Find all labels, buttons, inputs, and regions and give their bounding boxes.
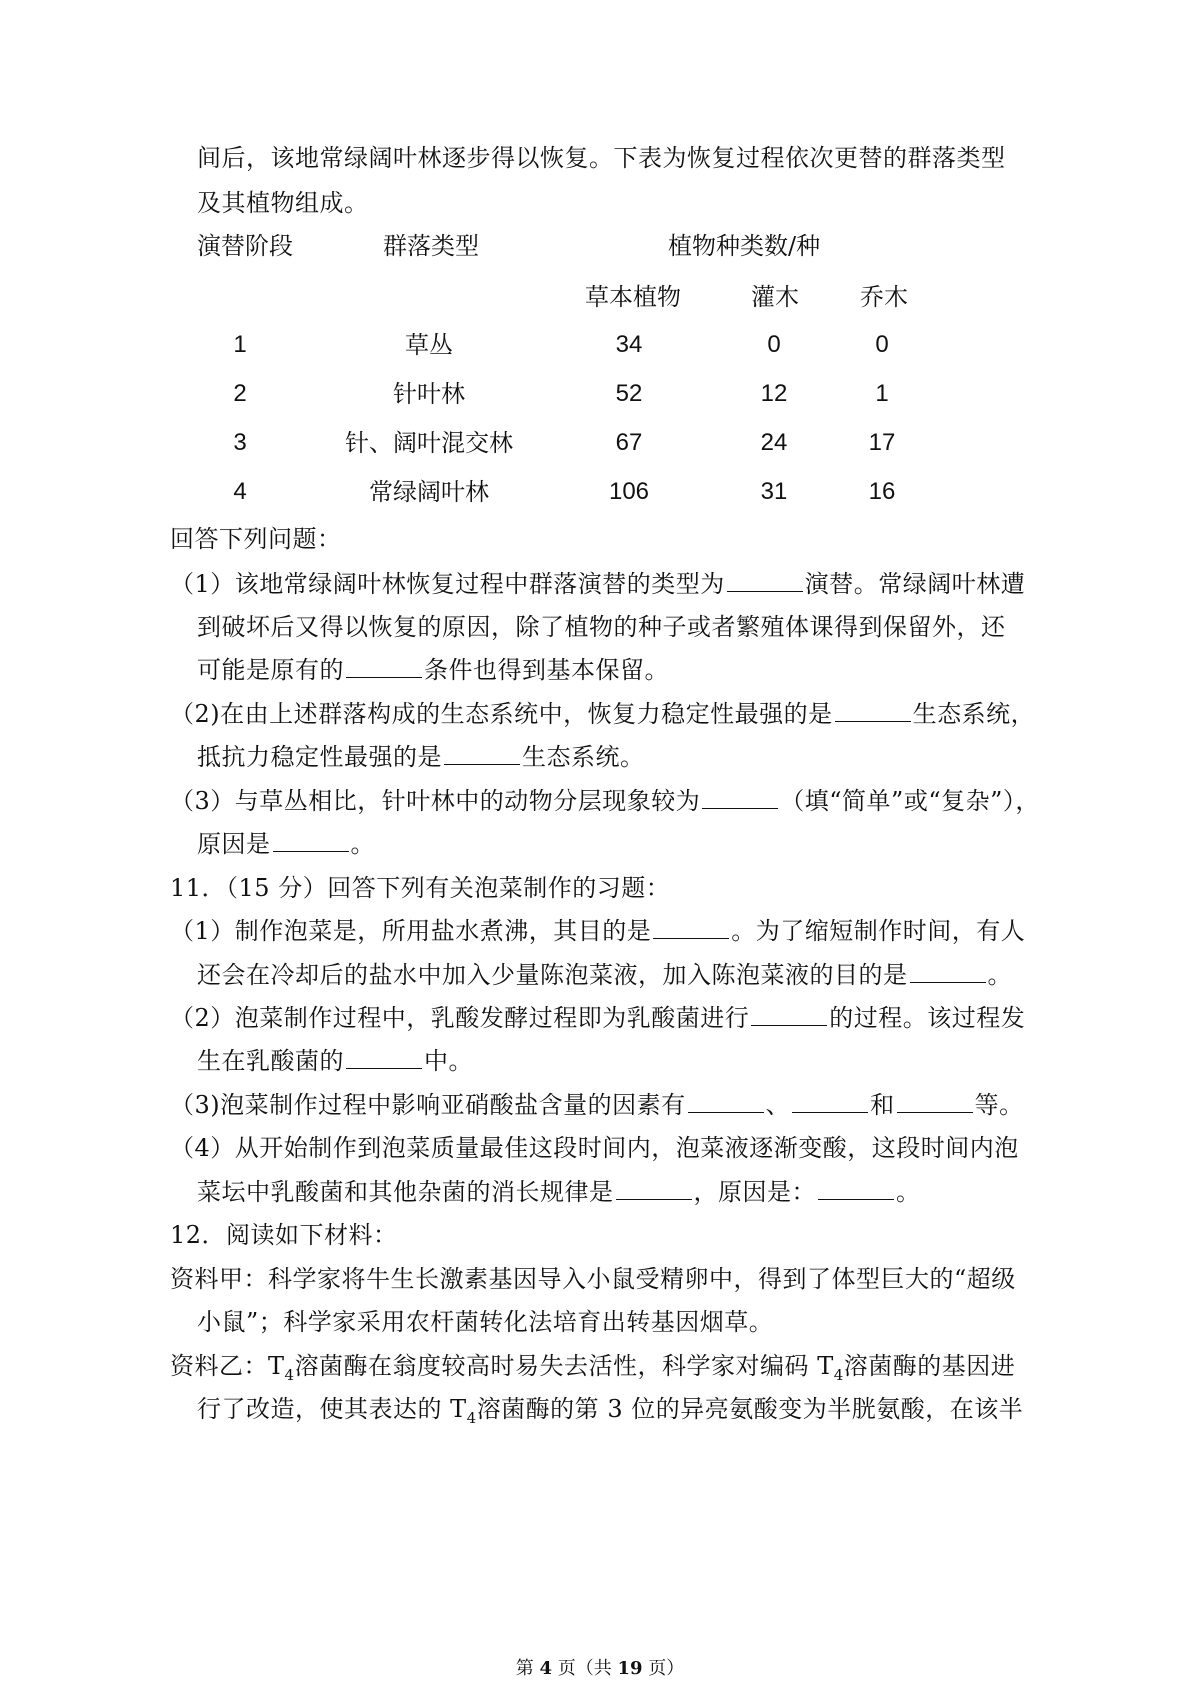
- cell-tree: 16: [868, 478, 896, 505]
- header-shrub: 灌木: [751, 283, 799, 311]
- q11-part1-line2: 还会在冷却后的盐水中加入少量陈泡菜液，加入陈泡菜液的目的是 。: [197, 961, 1012, 989]
- q11-part2-line2: 生在乳酸菌的 中。: [197, 1047, 473, 1075]
- header-species: 植物种类数/种: [668, 232, 821, 260]
- page-footer: 第 4 页（共 19 页）: [515, 1658, 685, 1679]
- q12-material-b-line2: 行了改造，使其表达的 $T_4$溶菌酶的第 3 位的异亮氨酸变为半胱氨酸，在该半: [197, 1395, 1024, 1427]
- q10-part1-line3: 可能是原有的 条件也得到基本保留。: [197, 656, 669, 684]
- answer-blank[interactable]: [688, 1090, 764, 1113]
- answer-blank[interactable]: [897, 1090, 973, 1113]
- answer-blank[interactable]: [818, 1177, 894, 1200]
- answer-blank[interactable]: [727, 569, 803, 592]
- q11-part4-line2: 菜坛中乳酸菌和其他杂菌的消长规律是 ，原因是： 。: [197, 1178, 921, 1206]
- header-stage: 演替阶段: [197, 232, 293, 260]
- q10-part2-line1: （2)在由上述群落构成的生态系统中，恢复力稳定性最强的是 生态系统，: [170, 700, 1036, 728]
- cell-community: 草丛: [405, 331, 453, 359]
- q12-material-b-line1: 资料乙：$T_4$溶菌酶在翁度较高时易失去活性，科学家对编码 $T_4$溶菌酶的基因进: [170, 1352, 1016, 1384]
- intro-line-2: 及其植物组成。: [197, 189, 369, 217]
- cell-stage: 4: [233, 478, 247, 505]
- cell-shrub: 31: [760, 478, 788, 505]
- cell-shrub: 0: [767, 331, 781, 358]
- q10-prompt: 回答下列问题：: [170, 525, 342, 553]
- answer-blank[interactable]: [653, 916, 729, 939]
- answer-blank[interactable]: [702, 786, 778, 809]
- cell-shrub: 12: [760, 380, 788, 407]
- cell-shrub: 24: [760, 429, 788, 456]
- q10-part2-line2: 抵抗力稳定性最强的是 生态系统。: [197, 743, 645, 771]
- answer-blank[interactable]: [346, 1046, 422, 1069]
- q11-part1-line1: （1）制作泡菜是，所用盐水煮沸，其目的是 。为了缩短制作时间，有人: [170, 917, 1026, 945]
- header-tree: 乔木: [860, 283, 908, 311]
- answer-blank[interactable]: [273, 829, 349, 852]
- q11-part4-line1: （4）从开始制作到泡菜质量最佳这段时间内，泡菜液逐渐变酸，这段时间内泡: [170, 1134, 1019, 1162]
- q10-part1-line1: （1）该地常绿阔叶林恢复过程中群落演替的类型为 演替。常绿阔叶林遭: [170, 570, 1026, 598]
- q11-part3-line1: （3)泡菜制作过程中影响亚硝酸盐含量的因素有 、 和 等。: [170, 1091, 1024, 1119]
- page-number: 4: [539, 1658, 552, 1679]
- q12-material-a-line1: 资料甲：科学家将牛生长激素基因导入小鼠受精卵中，得到了体型巨大的“超级: [170, 1265, 1016, 1293]
- cell-community: 针、阔叶混交林: [345, 429, 513, 457]
- q10-part1-line2: 到破坏后又得以恢复的原因，除了植物的种子或者繁殖体课得到保留外，还: [197, 613, 1006, 641]
- header-community: 群落类型: [383, 232, 479, 260]
- q10-part3-line2: 原因是 。: [197, 830, 375, 858]
- answer-blank[interactable]: [346, 655, 422, 678]
- cell-community: 针叶林: [393, 380, 465, 408]
- intro-line-1: 间后，该地常绿阔叶林逐步得以恢复。下表为恢复过程依次更替的群落类型: [197, 144, 1006, 172]
- cell-community: 常绿阔叶林: [369, 478, 489, 506]
- answer-blank[interactable]: [616, 1177, 692, 1200]
- cell-herb: 52: [615, 380, 643, 407]
- cell-tree: 17: [868, 429, 896, 456]
- answer-blank[interactable]: [792, 1090, 868, 1113]
- cell-tree: 1: [875, 380, 889, 407]
- answer-blank[interactable]: [835, 699, 911, 722]
- total-pages: 19: [617, 1658, 643, 1679]
- answer-blank[interactable]: [751, 1003, 827, 1026]
- answer-blank[interactable]: [444, 742, 520, 765]
- cell-herb: 106: [608, 478, 650, 505]
- q11-part2-line1: （2）泡菜制作过程中，乳酸发酵过程即为乳酸菌进行 的过程。该过程发: [170, 1004, 1026, 1032]
- cell-stage: 2: [233, 380, 247, 407]
- q11-title: 11．（15 分）回答下列有关泡菜制作的习题：: [170, 874, 671, 902]
- cell-stage: 3: [233, 429, 247, 456]
- answer-blank[interactable]: [910, 960, 986, 983]
- q12-material-a-line2: 小鼠”；科学家采用农杆菌转化法培育出转基因烟草。: [197, 1308, 774, 1336]
- q10-part3-line1: （3）与草丛相比，针叶林中的动物分层现象较为 （填“简单”或“复杂”），: [170, 787, 1040, 815]
- cell-stage: 1: [233, 331, 247, 358]
- header-herb: 草本植物: [585, 283, 681, 311]
- cell-herb: 67: [615, 429, 643, 456]
- cell-herb: 34: [615, 331, 643, 358]
- q12-title: 12．阅读如下材料：: [170, 1221, 398, 1249]
- cell-tree: 0: [875, 331, 889, 358]
